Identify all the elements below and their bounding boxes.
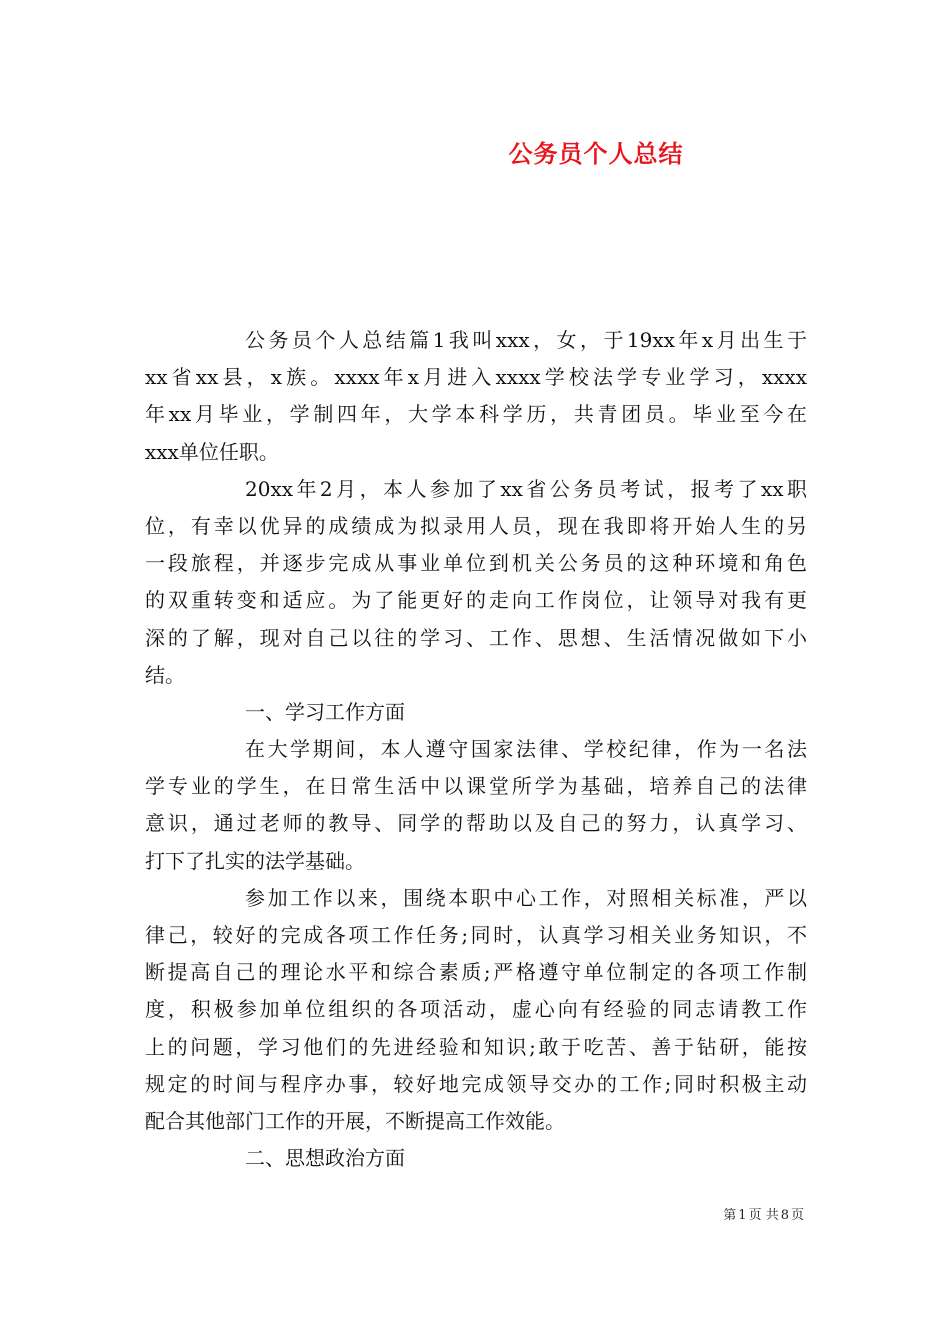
text-line: 深的了解，现对自己以往的学习、工作、思想、生活情况做如下小 bbox=[145, 625, 807, 650]
paragraph bbox=[145, 731, 807, 880]
paragraph bbox=[145, 471, 807, 694]
footer-suffix: 页 bbox=[790, 1208, 804, 1223]
text-line: xx省xx县，x族。xxxx年x月进入xxxx学校法学专业学习，xxxx bbox=[145, 365, 807, 390]
footer-mid: 页 共 bbox=[748, 1208, 779, 1223]
footer-prefix: 第 bbox=[723, 1208, 737, 1223]
footer-page: 1 bbox=[738, 1208, 747, 1223]
text-line: 度，积极参加单位组织的各项活动，虚心向有经验的同志请教工作 bbox=[145, 997, 807, 1022]
paragraph bbox=[145, 880, 807, 1140]
text-line: 公务员个人总结篇1我叫xxx，女，于19xx年x月出生于 bbox=[245, 328, 807, 352]
text-line: 一、学习工作方面 bbox=[245, 699, 405, 724]
text-line: 位，有幸以优异的成绩成为拟录用人员，现在我即将开始人生的另 bbox=[145, 513, 807, 538]
footer-total: 8 bbox=[780, 1208, 789, 1223]
text-line: 意识，通过老师的教导、同学的帮助以及自己的努力，认真学习、 bbox=[145, 811, 807, 836]
text-line: 20xx年2月，本人参加了xx省公务员考试，报考了xx职 bbox=[245, 476, 807, 501]
text-line: 二、思想政治方面 bbox=[245, 1146, 405, 1171]
text-line: 的双重转变和适应。为了能更好的走向工作岗位，让领导对我有更 bbox=[145, 588, 807, 613]
section-heading bbox=[145, 694, 807, 731]
text-line: 一段旅程，并逐步完成从事业单位到机关公务员的这种环境和角色 bbox=[145, 551, 807, 576]
document-title: 公务员个人总结 bbox=[508, 139, 684, 168]
text-line: 规定的时间与程序办事，较好地完成领导交办的工作;同时积极主动 bbox=[145, 1071, 807, 1096]
text-line: 参加工作以来，围绕本职中心工作，对照相关标准，严以 bbox=[245, 885, 807, 910]
text-line: 律己，较好的完成各项工作任务;同时，认真学习相关业务知识，不 bbox=[145, 923, 807, 947]
text-line: 学专业的学生，在日常生活中以课堂所学为基础，培养自己的法律 bbox=[145, 774, 807, 799]
paragraph bbox=[145, 322, 807, 471]
text-line: 在大学期间，本人遵守国家法律、学校纪律，作为一名法 bbox=[245, 737, 807, 762]
document-body bbox=[145, 322, 807, 1177]
text-line: 配合其他部门工作的开展，不断提高工作效能。 bbox=[145, 1108, 565, 1133]
text-line: 上的问题，学习他们的先进经验和知识;敢于吃苦、善于钻研，能按 bbox=[145, 1034, 807, 1059]
text-line: 结。 bbox=[145, 662, 185, 687]
section-heading bbox=[145, 1140, 807, 1177]
text-line: 断提高自己的理论水平和综合素质;严格遵守单位制定的各项工作制 bbox=[145, 960, 807, 985]
text-line: 打下了扎实的法学基础。 bbox=[145, 848, 365, 873]
text-line: 年xx月毕业，学制四年，大学本科学历，共青团员。毕业至今在 bbox=[145, 402, 807, 427]
text-line: xxx单位任职。 bbox=[145, 439, 279, 464]
page-number-footer bbox=[722, 1204, 805, 1223]
